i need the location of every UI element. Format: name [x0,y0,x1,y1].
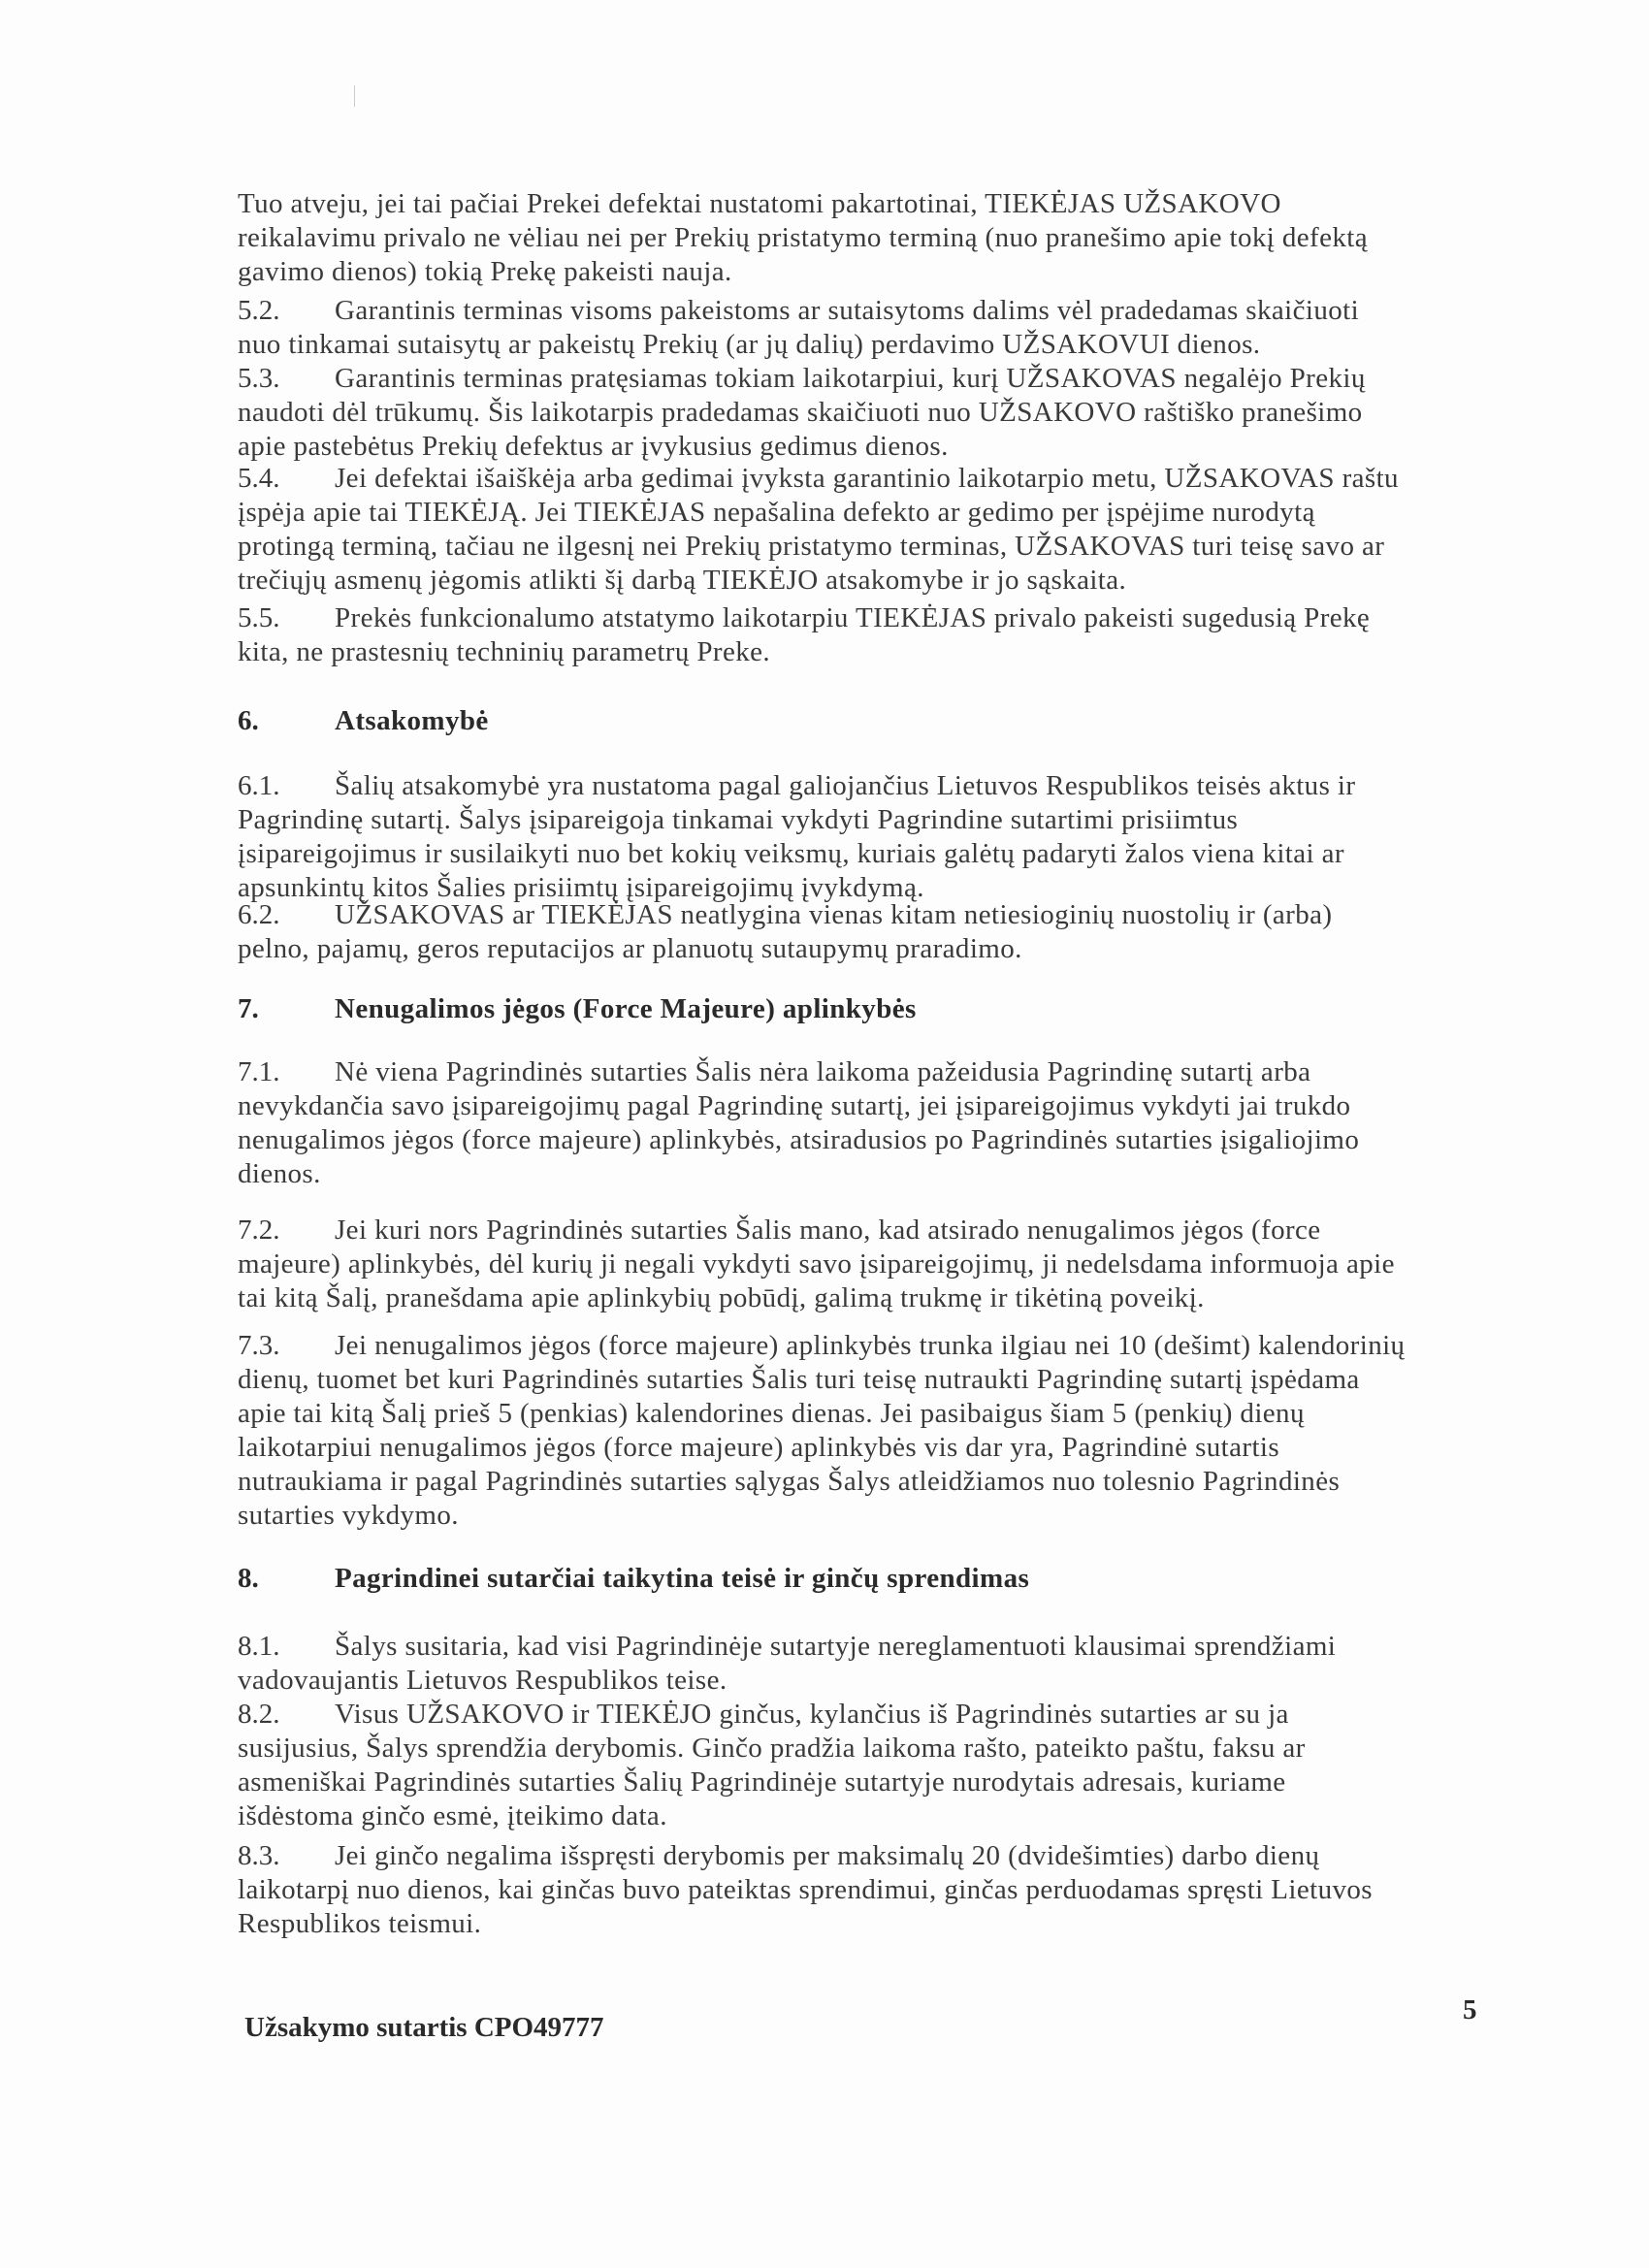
text-line: Respublikos teismui. [238,1908,482,1939]
text-line: Pagrindinę sutartį. Šalys įsipareigoja tinkamai vykdyti Pagrindine sutartimi prisiimtus [238,804,1239,835]
text-line: nenugalimos jėgos (force majeure) aplinkybės, atsiradusios po Pagrindinės sutarties įsigaliojimo [238,1124,1360,1155]
section-number: 8. [238,1563,259,1594]
text-line: Šalių atsakomybė yra nustatoma pagal galiojančius Lietuvos Respublikos teisės aktus ir [335,770,1356,801]
clause-number: 7.1. [238,1056,280,1087]
text-line: vadovaujantis Lietuvos Respublikos teise. [238,1665,728,1696]
text-line: Nė viena Pagrindinės sutarties Šalis nėra laikoma pažeidusia Pagrindinę sutartį arba [335,1056,1311,1087]
text-line: susijusius, Šalys sprendžia derybomis. Ginčo pradžia laikoma rašto, pateikto paštu, faksu ar [238,1733,1306,1764]
text-line: kita, ne prastesnių techninių parametrų Preke. [238,636,771,667]
text-line: tai kitą Šalį, pranešdama apie aplinkybių pobūdį, galimą trukmę ir tikėtiną poveikį. [238,1282,1205,1313]
footer-title: Užsakymo sutartis CPO49777 [244,2012,604,2043]
text-line: trečiųjų asmenų jėgomis atlikti šį darbą TIEKĖJO atsakomybe ir jo sąskaita. [238,565,1127,596]
text-line: dienos. [238,1158,321,1189]
section-title: Atsakomybė [335,705,489,736]
text-line: gavimo dienos) tokią Prekę pakeisti nauja. [238,256,732,287]
text-line: laikotarpiui nenugalimos jėgos (force majeure) aplinkybės vis dar yra, Pagrindinė sutartis [238,1432,1280,1463]
text-line: Visus UŽSAKOVO ir TIEKĖJO ginčus, kylančius iš Pagrindinės sutarties ar su ja [335,1699,1289,1730]
text-line: išdėstoma ginčo esmė, įteikimo data. [238,1800,667,1831]
text-line: nevykdančia savo įsipareigojimų pagal Pagrindinę sutartį, jei įsipareigojimus vykdyti jai trukdo [238,1090,1351,1121]
clause-number: 6.1. [238,770,280,801]
text-line: dienų, tuomet bet kuri Pagrindinės sutarties Šalis turi teisę nutraukti Pagrindinę sutartį įspėdama [238,1364,1360,1395]
clause-number: 8.3. [238,1840,280,1871]
text-line: asmeniškai Pagrindinės sutarties Šalių Pagrindinėje sutartyje nurodytais adresais, kuriame [238,1766,1286,1798]
page-number: 5 [1463,1994,1477,2025]
clause-number: 7.2. [238,1215,280,1246]
clause-number: 7.3. [238,1330,280,1361]
section-number: 7. [238,993,259,1024]
text-line: įsipareigojimus ir susilaikyti nuo bet kokių veiksmų, kuriais galėtų padaryti žalos viena kitai ar [238,838,1344,869]
text-line: protingą terminą, tačiau ne ilgesnį nei Prekių pristatymo terminas, UŽSAKOVAS turi teisę savo ar [238,531,1385,562]
text-line: sutarties vykdymo. [238,1500,459,1531]
scan-artifact [354,85,355,107]
text-line: apie tai kitą Šalį prieš 5 (penkias) kalendorines dienas. Jei pasibaigus šiam 5 (penkių) dienų [238,1398,1305,1429]
text-line: pelno, pajamų, geros reputacijos ar planuotų sutaupymų praradimo. [238,933,1022,964]
text-line: Šalys susitaria, kad visi Pagrindinėje sutartyje nereglamentuoti klausimai sprendžiami [335,1631,1337,1662]
text-line: Prekės funkcionalumo atstatymo laikotarpiu TIEKĖJAS privalo pakeisti sugedusią Prekę [335,602,1371,633]
text-line: nuo tinkamai sutaisytų ar pakeistų Prekių (ar jų dalių) perdavimo UŽSAKOVUI dienos. [238,329,1261,360]
text-line: Jei ginčo negalima išspręsti derybomis per maksimalų 20 (dvidešimties) darbo dienų [335,1840,1320,1871]
clause-number: 5.5. [238,602,280,633]
clause-number: 5.4. [238,463,280,494]
text-line: Tuo atveju, jei tai pačiai Prekei defektai nustatomi pakartotinai, TIEKĖJAS UŽSAKOVO [238,188,1281,219]
text-line: Jei defektai išaiškėja arba gedimai įvyksta garantinio laikotarpio metu, UŽSAKOVAS raštu [335,463,1399,494]
clause-number: 5.2. [238,295,280,326]
text-line: naudoti dėl trūkumų. Šis laikotarpis pradedamas skaičiuoti nuo UŽSAKOVO raštiško pranešimo [238,397,1363,428]
text-line: UŽSAKOVAS ar TIEKĖJAS neatlygina vienas kitam netiesioginių nuostolių ir (arba) [335,899,1333,930]
text-line: apsunkintų kitos Šalies prisiimtų įsipareigojimų įvykdymą. [238,872,924,903]
clause-number: 5.3. [238,363,280,394]
text-line: Garantinis terminas visoms pakeistoms ar sutaisytoms dalims vėl pradedamas skaičiuoti [335,295,1360,326]
clause-number: 8.1. [238,1631,280,1662]
clause-number: 8.2. [238,1699,280,1730]
section-title: Pagrindinei sutarčiai taikytina teisė ir ginčų sprendimas [335,1563,1030,1594]
text-line: Jei nenugalimos jėgos (force majeure) aplinkybės trunka ilgiau nei 10 (dešimt) kalendorinių [335,1330,1406,1361]
text-line: Jei kuri nors Pagrindinės sutarties Šalis mano, kad atsirado nenugalimos jėgos (force [335,1215,1321,1246]
text-line: Garantinis terminas pratęsiamas tokiam laikotarpiui, kurį UŽSAKOVAS negalėjo Prekių [335,363,1366,394]
clause-number: 6.2. [238,899,280,930]
text-line: įspėja apie tai TIEKĖJĄ. Jei TIEKĖJAS nepašalina defekto ar gedimo per įspėjime nurodytą [238,497,1315,528]
text-line: apie pastebėtus Prekių defektus ar įvykusius gedimus dienos. [238,431,949,462]
section-number: 6. [238,705,259,736]
text-line: majeure) aplinkybės, dėl kurių ji negali vykdyti savo įsipareigojimų, ji nedelsdama informuoja apie [238,1248,1395,1280]
text-line: nutraukiama ir pagal Pagrindinės sutarties sąlygas Šalys atleidžiamos nuo tolesnio Pagrindinės [238,1466,1341,1497]
text-line: reikalavimu privalo ne vėliau nei per Prekių pristatymo terminą (nuo pranešimo apie tokį defektą [238,222,1369,253]
section-title: Nenugalimos jėgos (Force Majeure) aplinkybės [335,993,917,1024]
text-line: laikotarpį nuo dienos, kai ginčas buvo pateiktas sprendimui, ginčas perduodamas spręsti Lietuvos [238,1874,1373,1905]
